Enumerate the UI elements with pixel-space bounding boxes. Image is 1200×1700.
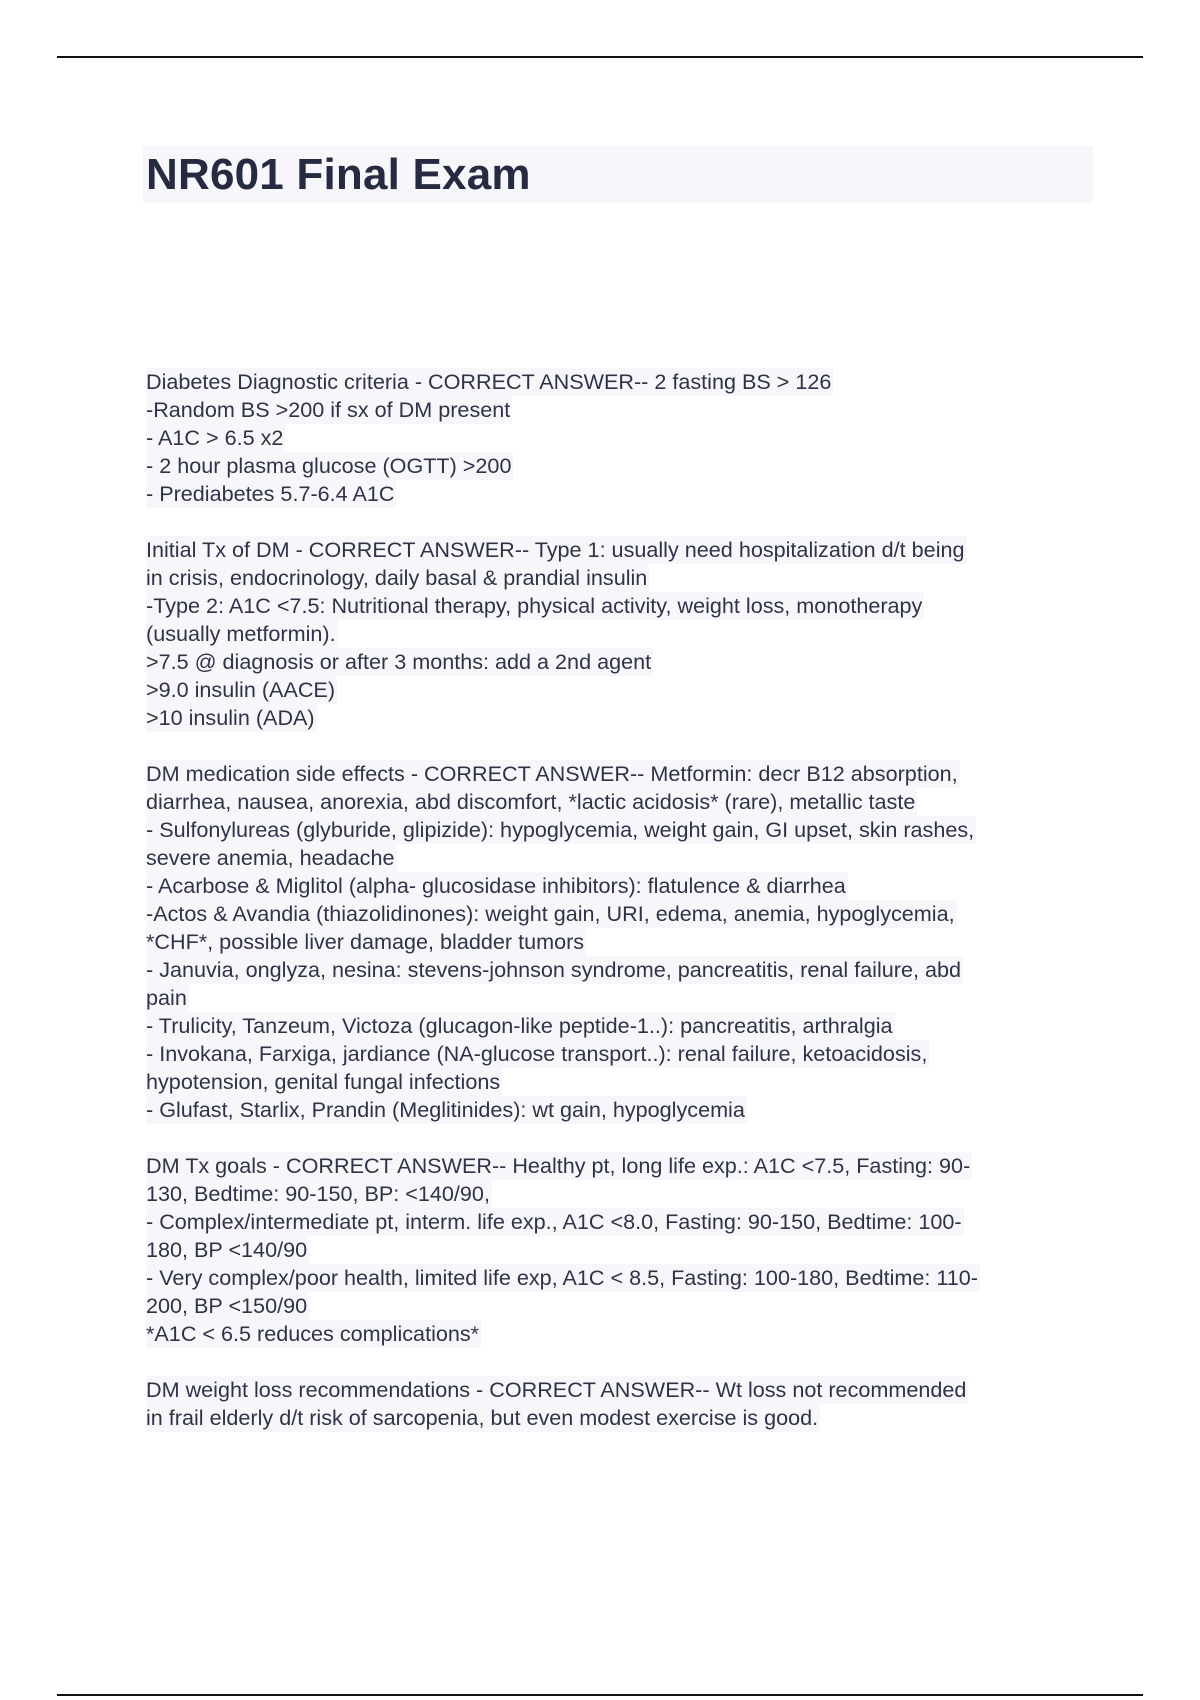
qa-line: - Sulfonylureas (glyburide, glipizide): hypoglycemia, weight gain, GI upset, skin rashes, — [146, 817, 975, 842]
bottom-rule — [57, 1694, 1143, 1696]
qa-line: - Very complex/poor health, limited life exp, A1C < 8.5, Fasting: 100-180, Bedtime: 110- — [146, 1265, 979, 1290]
qa-line: - A1C > 6.5 x2 — [146, 425, 284, 450]
qa-line: *CHF*, possible liver damage, bladder tumors — [146, 929, 585, 954]
qa-line: - 2 hour plasma glucose (OGTT) >200 — [146, 453, 512, 478]
qa-entry — [146, 1152, 1096, 1348]
qa-line: - Glufast, Starlix, Prandin (Meglitinides): wt gain, hypoglycemia — [146, 1097, 745, 1122]
qa-line: in crisis, endocrinology, daily basal & prandial insulin — [146, 565, 648, 590]
qa-line: 130, Bedtime: 90-150, BP: <140/90, — [146, 1181, 490, 1206]
qa-line: in frail elderly d/t risk of sarcopenia, but even modest exercise is good. — [146, 1405, 819, 1430]
qa-line: DM Tx goals - CORRECT ANSWER-- Healthy pt, long life exp.: A1C <7.5, Fasting: 90- — [146, 1153, 971, 1178]
qa-line: diarrhea, nausea, anorexia, abd discomfort, *lactic acidosis* (rare), metallic taste — [146, 789, 916, 814]
qa-line: - Trulicity, Tanzeum, Victoza (glucagon-like peptide-1..): pancreatitis, arthralgia — [146, 1013, 893, 1038]
qa-line: Initial Tx of DM - CORRECT ANSWER-- Type 1: usually need hospitalization d/t being — [146, 537, 965, 562]
qa-line: (usually metformin). — [146, 621, 336, 646]
qa-line: *A1C < 6.5 reduces complications* — [146, 1321, 480, 1346]
qa-line: DM medication side effects - CORRECT ANSWER-- Metformin: decr B12 absorption, — [146, 761, 958, 786]
qa-entry — [146, 1376, 1096, 1432]
qa-line: -Random BS >200 if sx of DM present — [146, 397, 511, 422]
qa-line: >9.0 insulin (AACE) — [146, 677, 336, 702]
qa-line: - Complex/intermediate pt, interm. life exp., A1C <8.0, Fasting: 90-150, Bedtime: 100- — [146, 1209, 962, 1234]
qa-line: - Invokana, Farxiga, jardiance (NA-glucose transport..): renal failure, ketoacidosis, — [146, 1041, 928, 1066]
qa-entry — [146, 368, 1096, 508]
qa-line: severe anemia, headache — [146, 845, 395, 870]
qa-line: - Acarbose & Miglitol (alpha- glucosidase inhibitors): flatulence & diarrhea — [146, 873, 846, 898]
page-title: NR601 Final Exam — [146, 150, 531, 199]
qa-line: Diabetes Diagnostic criteria - CORRECT ANSWER-- 2 fasting BS > 126 — [146, 369, 832, 394]
qa-line: pain — [146, 985, 187, 1010]
qa-entry — [146, 536, 1096, 732]
top-rule — [57, 56, 1143, 58]
qa-line: -Type 2: A1C <7.5: Nutritional therapy, physical activity, weight loss, monotherapy — [146, 593, 923, 618]
qa-line: hypotension, genital fungal infections — [146, 1069, 501, 1094]
qa-line: -Actos & Avandia (thiazolidinones): weight gain, URI, edema, anemia, hypoglycemia, — [146, 901, 955, 926]
qa-content — [146, 368, 1096, 1460]
qa-line: >10 insulin (ADA) — [146, 705, 315, 730]
qa-line: DM weight loss recommendations - CORRECT ANSWER-- Wt loss not recommended — [146, 1377, 967, 1402]
qa-line: 180, BP <140/90 — [146, 1237, 308, 1262]
qa-line: >7.5 @ diagnosis or after 3 months: add a 2nd agent — [146, 649, 652, 674]
qa-line: - Prediabetes 5.7-6.4 A1C — [146, 481, 395, 506]
qa-entry — [146, 760, 1096, 1124]
qa-line: 200, BP <150/90 — [146, 1293, 308, 1318]
qa-line: - Januvia, onglyza, nesina: stevens-johnson syndrome, pancreatitis, renal failure, abd — [146, 957, 962, 982]
